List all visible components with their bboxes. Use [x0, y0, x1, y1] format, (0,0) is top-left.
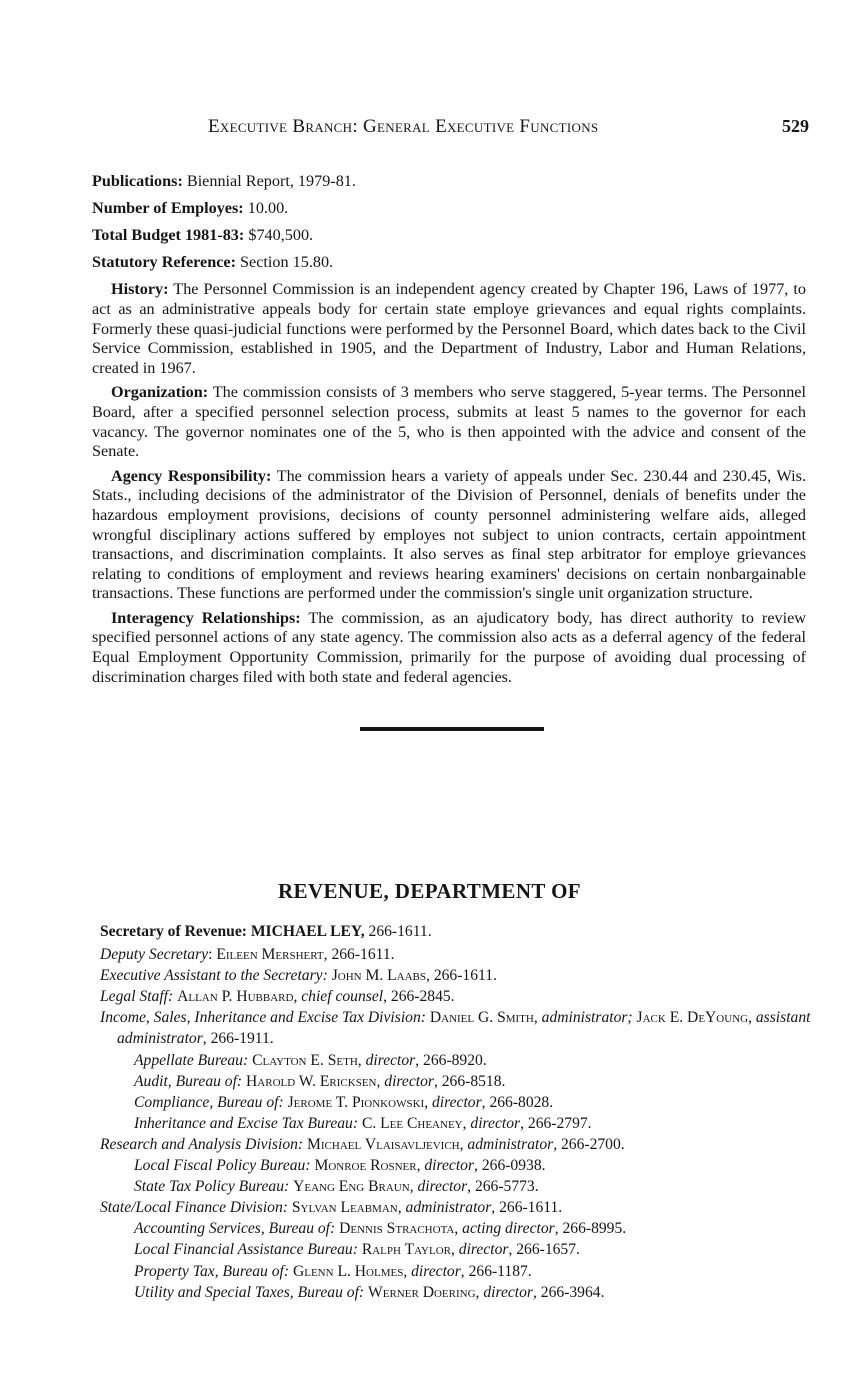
entry-title: Executive Assistant to the Secretary: — [100, 967, 328, 985]
entry-phone: , 266-1611. — [323, 946, 395, 964]
directory-entry: Audit, Bureau of: Harold W. Ericksen, director, 266-8518. — [134, 1072, 506, 1090]
entry-name: Werner Doering — [368, 1283, 476, 1301]
field-value: $740,500. — [244, 226, 314, 245]
paragraph-organization — [92, 383, 806, 461]
directory-entry: Income, Sales, Inheritance and Excise Tax Division: Daniel G. Smith, administrator; Jack E. DeYoung, assistant administrator, 266-1911. — [100, 1009, 811, 1048]
entry-phone: , 266-8920. — [415, 1051, 487, 1069]
entry-role: director — [365, 1051, 416, 1069]
entry-name: Allan P. Hubbard — [177, 988, 294, 1006]
running-header — [0, 116, 859, 142]
field-label: Total Budget 1981-83: — [92, 226, 245, 245]
entry-name: John M. Laabs — [331, 967, 427, 985]
entry-name: Sylvan Leabman — [291, 1199, 398, 1217]
department-directory — [100, 921, 812, 1303]
entry-name: Daniel G. Smith — [429, 1009, 534, 1027]
entry-phone: , 266-2700. — [553, 1135, 625, 1153]
section-divider — [360, 727, 544, 731]
entry-name: Glenn L. Holmes — [292, 1262, 404, 1280]
entry-phone: , 266-1187. — [460, 1262, 532, 1280]
entry-role-2: assistant administrator — [117, 1009, 811, 1048]
entry-name: Michael Vlaisavljevich — [307, 1135, 460, 1153]
secretary-phone: 266-1611. — [364, 923, 432, 940]
entry-name: Clayton E. Seth — [252, 1051, 358, 1069]
entry-title: Local Financial Assistance Bureau: — [134, 1241, 358, 1259]
entry-title: State/Local Finance Division: — [100, 1199, 288, 1217]
entry-title: Appellate Bureau: — [134, 1051, 249, 1069]
entry-phone: , 266-1657. — [508, 1241, 580, 1259]
directory-entry: Local Financial Assistance Bureau: Ralph Taylor, director, 266-1657. — [134, 1241, 580, 1259]
entry-title: Inheritance and Excise Tax Bureau: — [134, 1114, 359, 1132]
field-statutory-reference — [92, 253, 806, 273]
directory-entry: Accounting Services, Bureau of: Dennis Strachota, acting director, 266-8995. — [134, 1220, 627, 1238]
paragraph-interagency-relationships — [92, 609, 806, 687]
directory-entry — [100, 965, 812, 986]
entry-separator: : — [208, 946, 217, 964]
paragraph-label: Organization: — [111, 383, 209, 402]
entry-title: Compliance, Bureau of: — [134, 1093, 284, 1111]
entry-role: director — [470, 1114, 521, 1132]
entry-name: Monroe Rosner — [314, 1157, 417, 1175]
entry-name: Ralph Taylor — [361, 1241, 451, 1259]
secretary-line — [100, 921, 812, 942]
field-publications — [92, 172, 806, 192]
running-head-title: Executive Branch: General Executive Functions — [208, 116, 599, 137]
entry-title: Property Tax, Bureau of: — [134, 1262, 290, 1280]
entry-role: director — [483, 1283, 533, 1301]
entry-phone: , 266-8995. — [554, 1220, 627, 1238]
directory-entry: Property Tax, Bureau of: Glenn L. Holmes, director, 266-1187. — [134, 1262, 532, 1280]
field-employes — [92, 199, 806, 219]
directory-entry: Utility and Special Taxes, Bureau of: Werner Doering, director, 266-3964. — [134, 1283, 605, 1301]
paragraph-text: The commission hears a variety of appeals under Sec. 230.44 and 230.45, Wis. Stats., including decisions of the administrator of the Division of Personnel, denials of benefits under the hazardous employment provisions, decisions of county personnel administering welfare aids, alleged wrongful disciplinary actions suffered by employes not subject to union contracts, certain appointment transactions, and discrimination complaints. It also serves as final step arbitrator for employe grievances relating to conditions of employment and reviews hearing examiners' decisions on certain nonbargainable transactions. These functions are performed under the commission's single unit organization structure. — [92, 466, 806, 603]
entry-name: Yeang Eng Braun — [293, 1178, 410, 1196]
entry-title: Income, Sales, Inheritance and Excise Tax Division: — [100, 1009, 426, 1027]
directory-entries — [100, 944, 812, 1303]
entry-role: administrator — [467, 1135, 554, 1153]
field-value: 10.00. — [243, 199, 289, 218]
entry-title: Research and Analysis Division: — [100, 1135, 304, 1153]
page-number: 529 — [782, 116, 809, 136]
directory-entry: State Tax Policy Bureau: Yeang Eng Braun, director, 266-5773. — [134, 1178, 539, 1196]
entry-name: C. Lee Cheaney — [361, 1114, 463, 1132]
secretary-label: Secretary of Revenue: MICHAEL LEY, — [100, 923, 365, 940]
paragraph-text: The Personnel Commission is an independent agency created by Chapter 196, Laws of 1977, to act as an administrative appeals body for certain state employe grievances and equal rights complaints. Formerly these quasi-judicial functions were performed by the Personnel Board, which dates back to the Civil Service Commission, established in 1905, and the Department of Industry, Labor and Human Relations, created in 1967. — [92, 280, 806, 377]
entry-name: Harold W. Ericksen — [246, 1072, 377, 1090]
directory-entry: State/Local Finance Division: Sylvan Leabman, administrator, 266-1611. — [100, 1199, 563, 1217]
paragraph-text: The commission consists of 3 members who serve staggered, 5-year terms. The Personnel Board, after a specified personnel selection process, submits at least 5 names to the governor for each vacancy. The governor nominates one of the 5, who is then appointed with the advice and consent of the Senate. — [92, 383, 806, 461]
paragraph-label: Interagency Relationships: — [111, 608, 301, 627]
entry-name: Eileen Mershert — [216, 946, 324, 964]
entry-role: director — [458, 1241, 509, 1259]
field-budget — [92, 226, 806, 246]
entry-role: director — [431, 1093, 482, 1111]
entry-phone: , 266-3964. — [533, 1283, 605, 1301]
department-title: REVENUE, DEPARTMENT OF — [277, 879, 582, 903]
directory-entry: Legal Staff: Allan P. Hubbard, chief counsel, 266-2845. — [100, 988, 455, 1006]
entry-phone: , 266-1611. — [491, 1199, 563, 1217]
directory-entry: Inheritance and Excise Tax Bureau: C. Lee Cheaney, director, 266-2797. — [134, 1114, 592, 1132]
entry-title: Audit, Bureau of: — [134, 1072, 243, 1090]
directory-entry — [100, 944, 812, 965]
entry-phone: , 266-8518. — [433, 1072, 506, 1090]
paragraph-label: Agency Responsibility: — [111, 466, 272, 485]
directory-entry: Appellate Bureau: Clayton E. Seth, director, 266-8920. — [134, 1051, 487, 1069]
entry-phone: , 266-5773. — [467, 1178, 539, 1196]
directory-entry: Compliance, Bureau of: Jerome T. Pionkowski, director, 266-8028. — [134, 1093, 554, 1111]
entry-name: Dennis Strachota — [339, 1220, 455, 1238]
entry-role: administrator — [405, 1199, 492, 1217]
paragraph-text: The commission, as an ajudicatory body, has direct authority to review specified personnel actions of any state agency. The commission also acts as a deferral agency of the federal Equal Employment Opportunity Commission, primarily for the purpose of avoiding dual processing of discrimination charges filed with both state and federal agencies. — [92, 608, 806, 686]
entry-title: Accounting Services, Bureau of: — [134, 1220, 336, 1238]
paragraph-label: History: — [111, 280, 169, 299]
entry-title: State Tax Policy Bureau: — [134, 1178, 290, 1196]
entry-role: chief counsel — [301, 988, 384, 1006]
entry-role: director — [417, 1178, 468, 1196]
entry-phone: , 266-2797. — [520, 1114, 592, 1132]
entry-title: Legal Staff: — [100, 988, 174, 1006]
entry-role: administrator; — [541, 1009, 633, 1027]
entry-role: director — [411, 1262, 461, 1280]
entry-title: Local Fiscal Policy Bureau: — [134, 1157, 311, 1175]
entry-role: acting director — [462, 1220, 555, 1238]
entry-title: Deputy Secretary — [100, 946, 209, 964]
directory-entry: Local Fiscal Policy Bureau: Monroe Rosner, director, 266-0938. — [134, 1157, 546, 1175]
entry-phone: , 266-0938. — [474, 1157, 546, 1175]
field-label: Statutory Reference: — [92, 253, 236, 272]
entry-phone: , 266-1611. — [426, 967, 497, 985]
entry-role: director — [424, 1157, 475, 1175]
field-label: Publications: — [92, 172, 183, 190]
entry-phone: , 266-1911. — [202, 1030, 274, 1048]
directory-entry: Research and Analysis Division: Michael Vlaisavljevich, administrator, 266-2700. — [100, 1135, 625, 1153]
entry-name-2: Jack E. DeYoung — [636, 1009, 749, 1027]
paragraph-history — [92, 280, 806, 378]
entry-phone: , 266-8028. — [481, 1093, 554, 1111]
personnel-commission-section — [92, 172, 806, 692]
field-value: Section 15.80. — [235, 253, 334, 272]
field-value: Biennial Report, 1979-81. — [182, 172, 356, 190]
entry-phone: , 266-2845. — [383, 988, 455, 1006]
paragraph-agency-responsibility — [92, 467, 806, 604]
field-label: Number of Employes: — [92, 199, 244, 218]
entry-name: Jerome T. Pionkowski — [287, 1093, 425, 1111]
entry-title: Utility and Special Taxes, Bureau of: — [134, 1283, 365, 1301]
entry-role: director — [384, 1072, 434, 1090]
